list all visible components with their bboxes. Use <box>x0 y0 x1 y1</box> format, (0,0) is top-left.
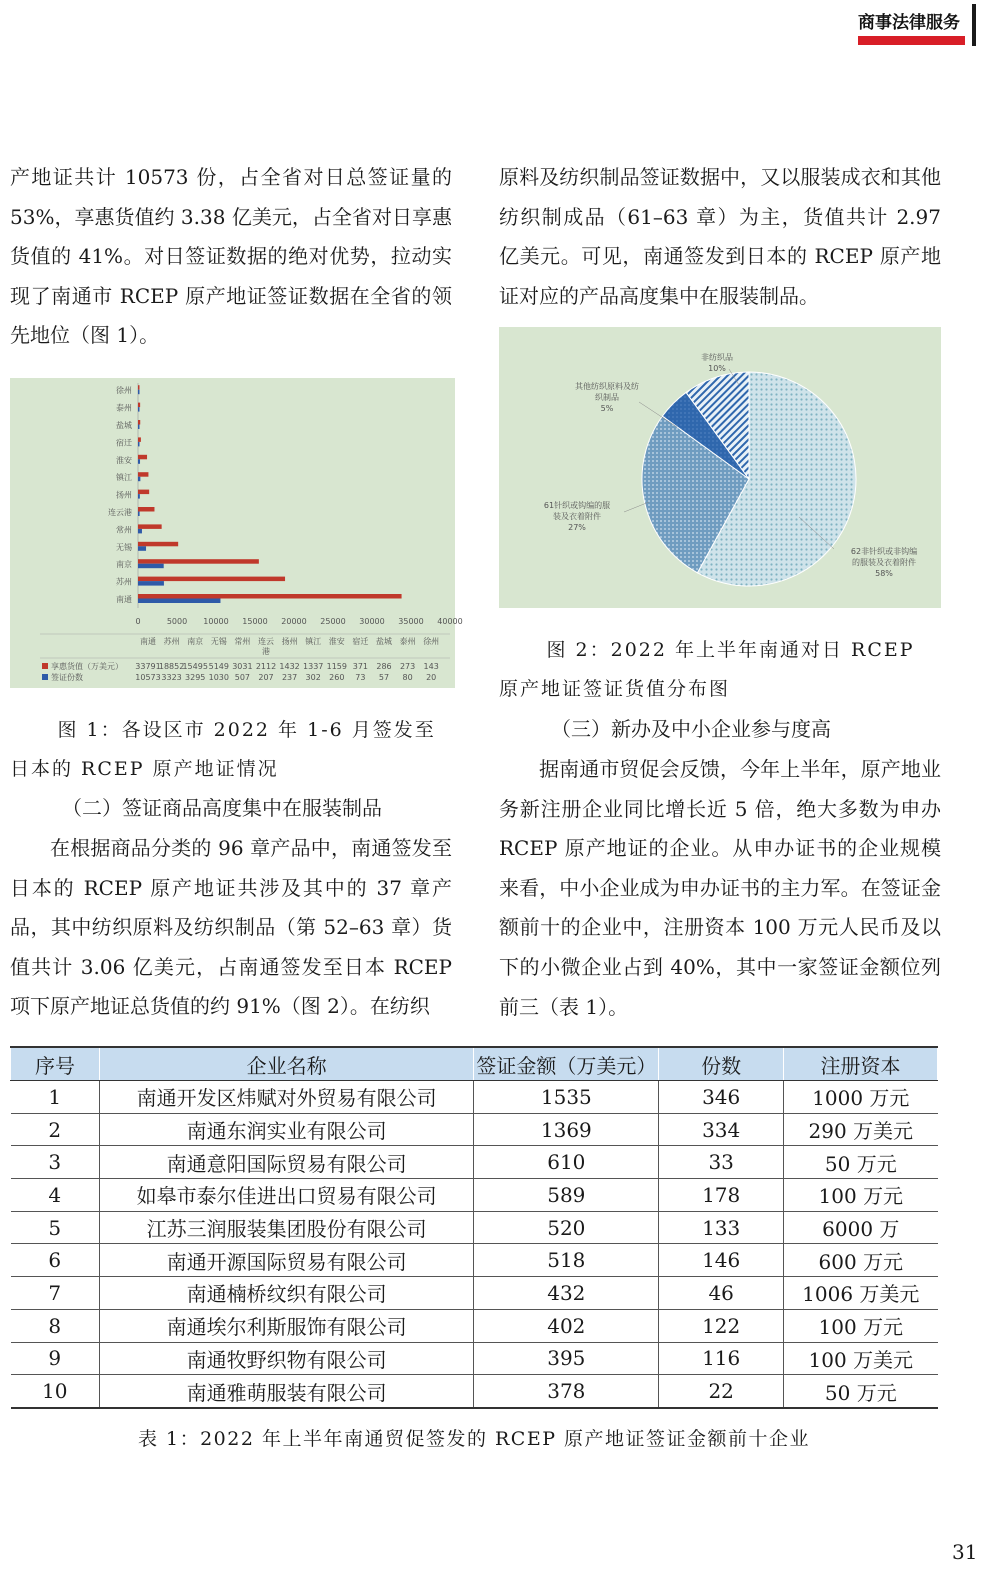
pie-slice-percent: 58% <box>875 569 893 578</box>
cell-count: 122 <box>659 1309 784 1342</box>
right-paragraph-1: 原料及纺织制品签证数据中，又以服装成衣和其他纺织制成品（61–63 章）为主，货值共计 2.97 亿美元。可见，南通签发到日本的 RCEP 原产地证对应的产品高度集中在服装制品。 <box>499 165 941 308</box>
bar-享惠货值 <box>138 385 140 390</box>
cell-company: 南通开源国际贸易有限公司 <box>99 1244 474 1277</box>
cell-amount: 520 <box>474 1211 659 1244</box>
x-tick-label: 20000 <box>281 617 307 626</box>
bar-享惠货值 <box>138 577 285 582</box>
bar-享惠货值 <box>138 490 149 495</box>
table-value: 33791 <box>135 662 161 671</box>
cell-capital: 1000 万元 <box>784 1081 938 1114</box>
table-category-label: 镇江 <box>305 637 322 646</box>
figure-2-caption: 图 2：2022 年上半年南通对日 RCEP 原产地证签证货值分布图 <box>499 639 915 700</box>
bar-享惠货值 <box>138 472 148 477</box>
cell-capital: 100 万元 <box>784 1179 938 1212</box>
table-category-label: 泰州 <box>399 637 416 646</box>
legend-label: 享惠货值（万美元） <box>51 662 123 671</box>
bar-享惠货值 <box>138 542 178 547</box>
cell-count: 146 <box>659 1244 784 1277</box>
bar-签证份数 <box>138 529 142 534</box>
table-value: 3323 <box>161 673 182 682</box>
legend-label: 签证份数 <box>51 673 83 682</box>
header-amount: 签证金额（万美元） <box>474 1047 659 1081</box>
table-value: 207 <box>258 673 274 682</box>
cell-index: 5 <box>11 1211 100 1244</box>
cell-count: 116 <box>659 1342 784 1375</box>
section-title: 商事法律服务 <box>858 13 960 33</box>
table-category-label: 连云 <box>258 637 274 646</box>
table-category-label: 扬州 <box>281 637 298 646</box>
cell-index: 2 <box>11 1113 100 1146</box>
bar-签证份数 <box>138 494 140 499</box>
bar-签证份数 <box>138 581 164 586</box>
y-tick-label: 镇江 <box>116 473 132 483</box>
y-tick-label: 宿迁 <box>116 438 132 448</box>
pie-slice-label: 61针织或钩编的服装及衣着附件 <box>543 501 611 521</box>
legend-swatch <box>42 663 48 669</box>
header-vertical-line <box>972 4 976 46</box>
y-tick-label: 无锡 <box>116 542 132 552</box>
table-value: 57 <box>378 673 390 682</box>
pie-slice-label: 62非针织或非钩编的服装及衣着附件 <box>850 547 918 567</box>
table-value: 302 <box>305 673 321 682</box>
table-value: 237 <box>281 673 298 682</box>
y-tick-label: 南通 <box>116 595 132 604</box>
cell-company: 南通牧野织物有限公司 <box>99 1342 474 1375</box>
cell-index: 6 <box>11 1244 100 1277</box>
bar-签证份数 <box>138 512 140 517</box>
cell-index: 3 <box>11 1146 100 1179</box>
header-index: 序号 <box>11 1047 100 1081</box>
cell-amount: 402 <box>474 1309 659 1342</box>
table-value: 15495 <box>182 662 208 671</box>
table-value: 5149 <box>208 662 229 671</box>
x-tick-label: 10000 <box>203 617 229 626</box>
bar-签证份数 <box>138 407 140 412</box>
bar-享惠货值 <box>138 403 140 408</box>
header-count: 份数 <box>659 1047 784 1081</box>
top-ten-companies-table <box>10 1046 938 1409</box>
cell-count: 133 <box>659 1211 784 1244</box>
cell-count: 33 <box>659 1146 784 1179</box>
y-tick-label: 淮安 <box>116 455 132 465</box>
pie-chart-svg <box>499 327 941 608</box>
cell-capital: 600 万元 <box>784 1244 938 1277</box>
cell-company: 南通开发区炜赋对外贸易有限公司 <box>99 1081 474 1114</box>
table-category-label: 无锡 <box>210 637 227 646</box>
table-1-caption: 表 1：2022 年上半年南通贸促签发的 RCEP 原产地证签证金额前十企业 <box>137 1428 811 1450</box>
table-category-label: 常州 <box>234 637 251 646</box>
y-tick-label: 连云港 <box>108 508 132 517</box>
table-category-label: 徐州 <box>423 637 440 646</box>
table-row <box>11 1081 938 1114</box>
x-tick-label: 25000 <box>320 617 346 626</box>
cell-count: 22 <box>659 1375 784 1408</box>
table-header-row <box>11 1047 938 1081</box>
bar-享惠货值 <box>138 437 141 442</box>
table-row <box>11 1244 938 1277</box>
left-paragraph-2: 在根据商品分类的 96 章产品中，南通签发至日本的 RCEP 原产地证共涉及其中的 37 章产品，其中纺织原料及纺织制品（第 52–63 章）货值共计 3.06 亿美元，占南通签发至日本 RCEP 项下原产地证总货值的约 91%（图 2）。在纺织 <box>10 836 452 1019</box>
cell-amount: 1369 <box>474 1113 659 1146</box>
cell-company: 南通东润实业有限公司 <box>99 1113 474 1146</box>
cell-amount: 518 <box>474 1244 659 1277</box>
table-value: 1030 <box>208 673 229 682</box>
bar-享惠货值 <box>138 524 162 529</box>
x-tick-label: 35000 <box>398 617 424 626</box>
cell-count: 346 <box>659 1081 784 1114</box>
table-category-label: 南通 <box>140 637 156 646</box>
cell-count: 334 <box>659 1113 784 1146</box>
table-value: 10573 <box>135 673 161 682</box>
left-paragraph-1: 产地证共计 10573 份，占全省对日总签证量的 53%，享惠货值约 3.38 亿美元，占全省对日享惠货值的 41%。对日签证数据的绝对优势，拉动实现了南通市 RCEP 原产地证签证数据在全省的领先地位（图 1）。 <box>10 165 452 348</box>
pie-slice-percent: 10% <box>708 364 726 373</box>
cell-amount: 432 <box>474 1277 659 1310</box>
table-value: 1432 <box>279 662 300 671</box>
table-value: 20 <box>426 673 437 682</box>
cell-index: 7 <box>11 1277 100 1310</box>
bar-签证份数 <box>138 564 164 569</box>
subheading-3: （三）新办及中小企业参与度高 <box>551 717 831 741</box>
bar-签证份数 <box>138 546 146 551</box>
y-tick-label: 常州 <box>116 525 132 535</box>
cell-index: 8 <box>11 1309 100 1342</box>
pie-slice-label: 非纺织品 <box>701 353 733 362</box>
bar-chart-svg <box>10 378 463 688</box>
bar-签证份数 <box>138 599 220 604</box>
header-company: 企业名称 <box>99 1047 474 1081</box>
table-category-label: 苏州 <box>163 637 180 646</box>
cell-company: 如皋市泰尔佳进出口贸易有限公司 <box>99 1179 474 1212</box>
cell-capital: 50 万元 <box>784 1375 938 1408</box>
cell-company: 江苏三润服装集团股份有限公司 <box>99 1211 474 1244</box>
cell-capital: 1006 万美元 <box>784 1277 938 1310</box>
table-row <box>11 1179 938 1212</box>
table-value: 286 <box>376 662 392 671</box>
table-row <box>11 1211 938 1244</box>
header-capital: 注册资本 <box>784 1047 938 1081</box>
legend-swatch <box>42 674 48 680</box>
cell-company: 南通埃尔利斯服饰有限公司 <box>99 1309 474 1342</box>
cell-count: 46 <box>659 1277 784 1310</box>
table-category-label: 宿迁 <box>352 637 369 646</box>
cell-company: 南通雅萌服装有限公司 <box>99 1375 474 1408</box>
cell-index: 9 <box>11 1342 100 1375</box>
table-category-label: 盐城 <box>376 637 392 646</box>
bar-签证份数 <box>138 477 140 482</box>
bar-签证份数 <box>138 442 140 447</box>
cell-capital: 6000 万 <box>784 1211 938 1244</box>
y-tick-label: 泰州 <box>116 403 132 413</box>
pie-slice-label: 其他纺织原料及纺织制品 <box>575 382 639 402</box>
bar-享惠货值 <box>138 420 140 425</box>
y-tick-label: 苏州 <box>116 577 132 587</box>
table-value: 3295 <box>185 673 206 682</box>
bar-享惠货值 <box>138 507 154 512</box>
figure-1-caption: 图 1：各设区市 2022 年 1-6 月签发至日本的 RCEP 原产地证情况 <box>10 719 436 780</box>
bar-享惠货值 <box>138 559 259 564</box>
cell-company: 南通意阳国际贸易有限公司 <box>99 1146 474 1179</box>
cell-capital: 290 万美元 <box>784 1113 938 1146</box>
table-category-label-extra: 港 <box>262 647 270 656</box>
y-tick-label: 南京 <box>116 560 132 570</box>
cell-index: 1 <box>11 1081 100 1114</box>
table-value: 2112 <box>255 662 277 671</box>
table-value: 273 <box>399 662 416 671</box>
x-tick-label: 30000 <box>359 617 385 626</box>
cell-capital: 100 万元 <box>784 1309 938 1342</box>
table-category-label: 淮安 <box>328 637 345 646</box>
x-tick-label: 5000 <box>166 617 188 626</box>
cell-capital: 50 万元 <box>784 1146 938 1179</box>
cell-amount: 589 <box>474 1179 659 1212</box>
table-value: 3031 <box>232 662 253 671</box>
table-value: 73 <box>355 673 366 682</box>
x-tick-label: 0 <box>135 617 141 626</box>
y-tick-label: 徐州 <box>116 386 132 396</box>
table-value: 371 <box>352 662 369 671</box>
table-row <box>11 1342 938 1375</box>
table-value: 507 <box>234 673 251 682</box>
cell-amount: 1535 <box>474 1081 659 1114</box>
bar-签证份数 <box>138 459 140 464</box>
table-value: 1159 <box>326 662 347 671</box>
table-value: 18852 <box>158 662 185 671</box>
bar-签证份数 <box>138 425 140 430</box>
x-tick-label: 15000 <box>242 617 268 626</box>
bar-签证份数 <box>138 390 140 395</box>
table-value: 260 <box>329 673 345 682</box>
table-value: 80 <box>402 673 413 682</box>
cell-index: 4 <box>11 1179 100 1212</box>
table-value: 143 <box>423 662 439 671</box>
pie-slice-percent: 27% <box>568 523 586 532</box>
figure-2-pie-chart <box>499 327 941 608</box>
subheading-2: （二）签证商品高度集中在服装制品 <box>62 796 382 820</box>
table-category-label: 南京 <box>187 637 204 646</box>
table-row <box>11 1309 938 1342</box>
cell-amount: 395 <box>474 1342 659 1375</box>
table-row <box>11 1375 938 1408</box>
cell-count: 178 <box>659 1179 784 1212</box>
cell-company: 南通楠桥纹织有限公司 <box>99 1277 474 1310</box>
cell-index: 10 <box>11 1375 100 1408</box>
x-tick-label: 40000 <box>437 617 463 626</box>
cell-amount: 610 <box>474 1146 659 1179</box>
table-row <box>11 1277 938 1310</box>
table-value: 1337 <box>303 662 324 671</box>
bar-享惠货值 <box>138 455 147 460</box>
cell-amount: 378 <box>474 1375 659 1408</box>
pie-slice-percent: 5% <box>600 404 614 413</box>
right-paragraph-2: 据南通市贸促会反馈，今年上半年，原产地业务新注册企业同比增长近 5 倍，绝大多数为申办 RCEP 原产地证的企业。从申办证书的企业规模来看，中小企业成为申办证书的主力军。在签证金额前十的企业中，注册资本 100 万元人民币及以下的小微企业占到 40%，其中一家签证金额位列前三（表 1）。 <box>499 757 941 1019</box>
figure-1-bar-chart <box>10 378 463 688</box>
y-tick-label: 盐城 <box>116 421 132 430</box>
header-red-bar <box>858 36 965 45</box>
y-tick-label: 扬州 <box>116 490 132 500</box>
page-number: 31 <box>952 1540 978 1564</box>
bar-享惠货值 <box>138 594 402 599</box>
table-row <box>11 1113 938 1146</box>
cell-capital: 100 万美元 <box>784 1342 938 1375</box>
table-row <box>11 1146 938 1179</box>
